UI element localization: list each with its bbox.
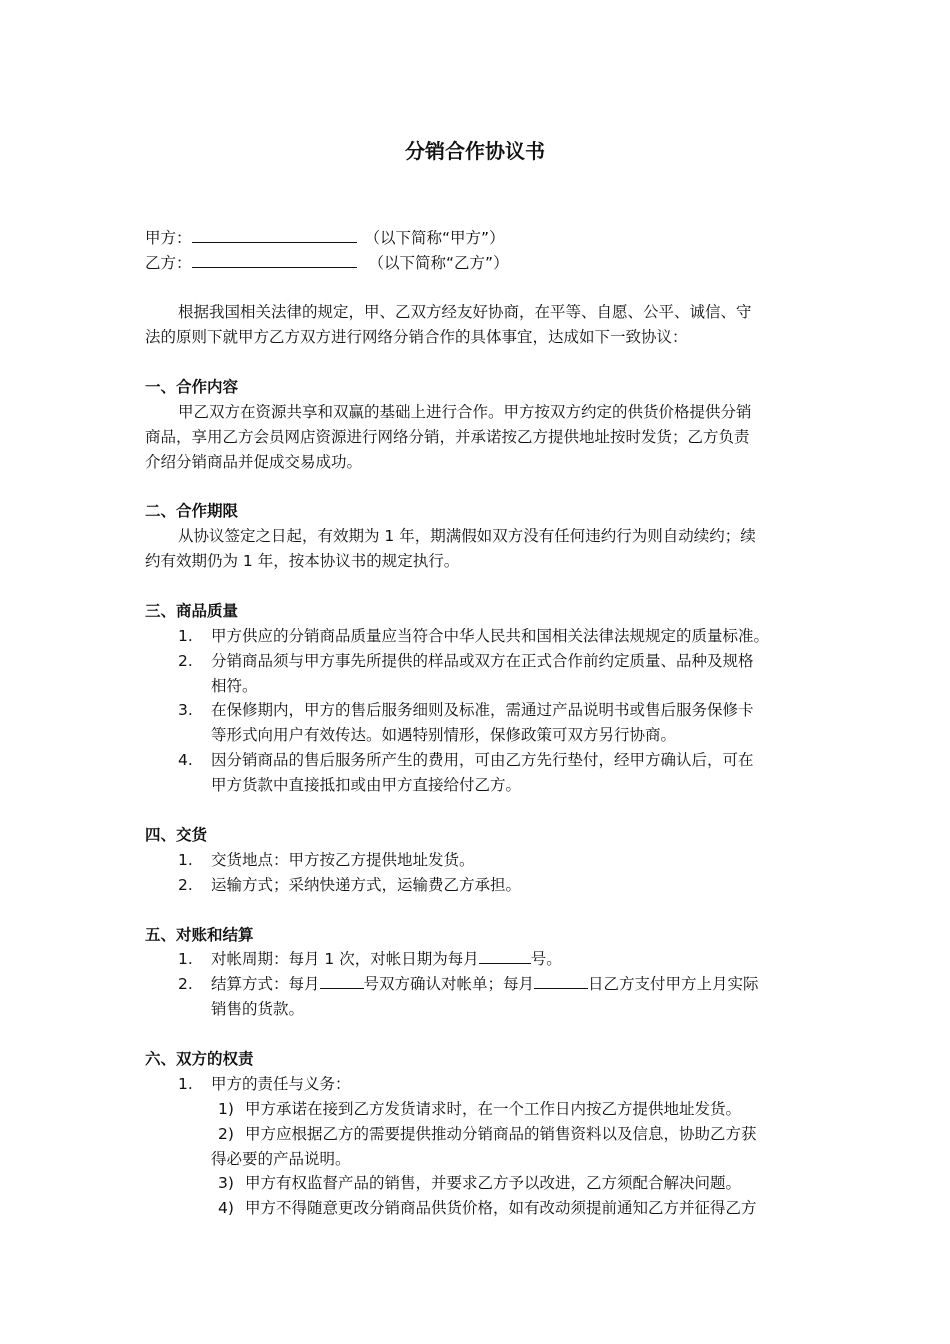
list-item-text: 甲方供应的分销商品质量应当符合中华人民共和国相关法律法规规定的质量标准。 xyxy=(211,627,770,645)
list-number: 2. xyxy=(178,652,193,670)
list-number: 1. xyxy=(178,851,193,869)
list-number: 2. xyxy=(178,975,193,993)
list-item-text: 在保修期内，甲方的售后服务细则及标准，需通过产品说明书或售后服务保修卡 xyxy=(211,701,754,719)
party-a-note: （以下简称“甲方”） xyxy=(364,229,505,247)
sub-number: 4) xyxy=(218,1199,234,1217)
sub-item-text: 甲方应根据乙方的需要提供推动分销商品的销售资料以及信息，协助乙方获 xyxy=(245,1125,757,1143)
party-b-line xyxy=(145,252,509,274)
sub-item-text: 甲方不得随意更改分销商品供货价格，如有改动须提前通知乙方并征得乙方 xyxy=(245,1199,757,1217)
sub-number: 1) xyxy=(218,1100,234,1118)
section-1-line: 介绍分销商品并促成交易成功。 xyxy=(145,453,363,471)
sub-item-text: 得必要的产品说明。 xyxy=(211,1150,351,1168)
party-a-label: 甲方： xyxy=(145,229,192,247)
document-title: 分销合作协议书 xyxy=(405,139,545,163)
list-item-text: 分销商品须与甲方事先所提供的样品或双方在正式合作前约定质量、品种及规格 xyxy=(211,652,754,670)
party-b-blank xyxy=(192,253,357,268)
list-item-text: 甲方的责任与义务： xyxy=(211,1075,351,1093)
list-number: 1. xyxy=(178,1075,193,1093)
section-5-heading: 五、对账和结算 xyxy=(145,926,254,944)
billing-cycle-suffix: 号。 xyxy=(530,950,562,968)
settlement-text: 号双方确认对帐单；每月 xyxy=(363,975,535,993)
list-number: 2. xyxy=(178,876,193,894)
sub-item-text: 甲方承诺在接到乙方发货请求时，在一个工作日内按乙方提供地址发货。 xyxy=(245,1100,742,1118)
list-item-text: 因分销商品的售后服务所产生的费用，可由乙方先行垫付，经甲方确认后，可在 xyxy=(211,751,754,769)
settlement-text: 日乙方支付甲方上月实际 xyxy=(588,975,759,993)
party-b-note: （以下简称“乙方”） xyxy=(368,254,509,272)
party-a-line xyxy=(145,227,505,249)
list-item-text: 运输方式；采纳快递方式，运输费乙方承担。 xyxy=(211,876,522,894)
section-4-heading: 四、交货 xyxy=(145,826,208,844)
section-1-line: 甲乙双方在资源共享和双赢的基础上进行合作。甲方按双方约定的供货价格提供分销 xyxy=(178,403,752,421)
section-2-line: 从协议签定之日起，有效期为 1 年，期满假如双方没有任何违约行为则自动续约；续 xyxy=(178,527,756,545)
party-b-label: 乙方： xyxy=(145,254,192,272)
billing-day-blank xyxy=(479,949,531,964)
list-number: 1. xyxy=(178,950,193,968)
list-item-text: 交货地点：甲方按乙方提供地址发货。 xyxy=(211,851,475,869)
sub-number: 2) xyxy=(218,1125,234,1143)
list-item-text: 甲方货款中直接抵扣或由甲方直接给付乙方。 xyxy=(211,776,522,794)
section-3-heading: 三、商品质量 xyxy=(145,602,239,620)
list-item-text: 相符。 xyxy=(211,677,258,695)
billing-cycle-line xyxy=(211,948,562,970)
payment-day-blank xyxy=(534,974,588,989)
section-2-heading: 二、合作期限 xyxy=(145,502,239,520)
party-a-blank xyxy=(192,228,357,243)
list-number: 1. xyxy=(178,627,193,645)
section-1-line: 商品，享用乙方会员网店资源进行网络分销，并承诺按乙方提供地址按时发货；乙方负责 xyxy=(145,428,750,446)
settlement-line-2: 销售的货款。 xyxy=(211,1000,305,1018)
section-2-line: 约有效期仍为 1 年，按本协议书的规定执行。 xyxy=(145,552,460,570)
settlement-text: 结算方式：每月 xyxy=(211,975,320,993)
intro-line-2: 法的原则下就甲方乙方双方进行网络分销合作的具体事宜，达成如下一致协议： xyxy=(145,328,688,346)
section-6-heading: 六、双方的权责 xyxy=(145,1050,254,1068)
section-1-heading: 一、合作内容 xyxy=(145,378,239,396)
sub-item-text: 甲方有权监督产品的销售，并要求乙方予以改进，乙方须配合解决问题。 xyxy=(245,1174,742,1192)
intro-line-1: 根据我国相关法律的规定，甲、乙双方经友好协商，在平等、自愿、公平、诚信、守 xyxy=(178,303,752,321)
list-number: 4. xyxy=(178,751,193,769)
list-number: 3. xyxy=(178,701,193,719)
confirm-day-blank xyxy=(320,974,364,989)
billing-cycle-text: 对帐周期：每月 1 次，对帐日期为每月 xyxy=(211,950,479,968)
settlement-line xyxy=(211,973,759,995)
sub-number: 3) xyxy=(218,1174,234,1192)
list-item-text: 等形式向用户有效传达。如遇特别情形，保修政策可双方另行协商。 xyxy=(211,726,677,744)
